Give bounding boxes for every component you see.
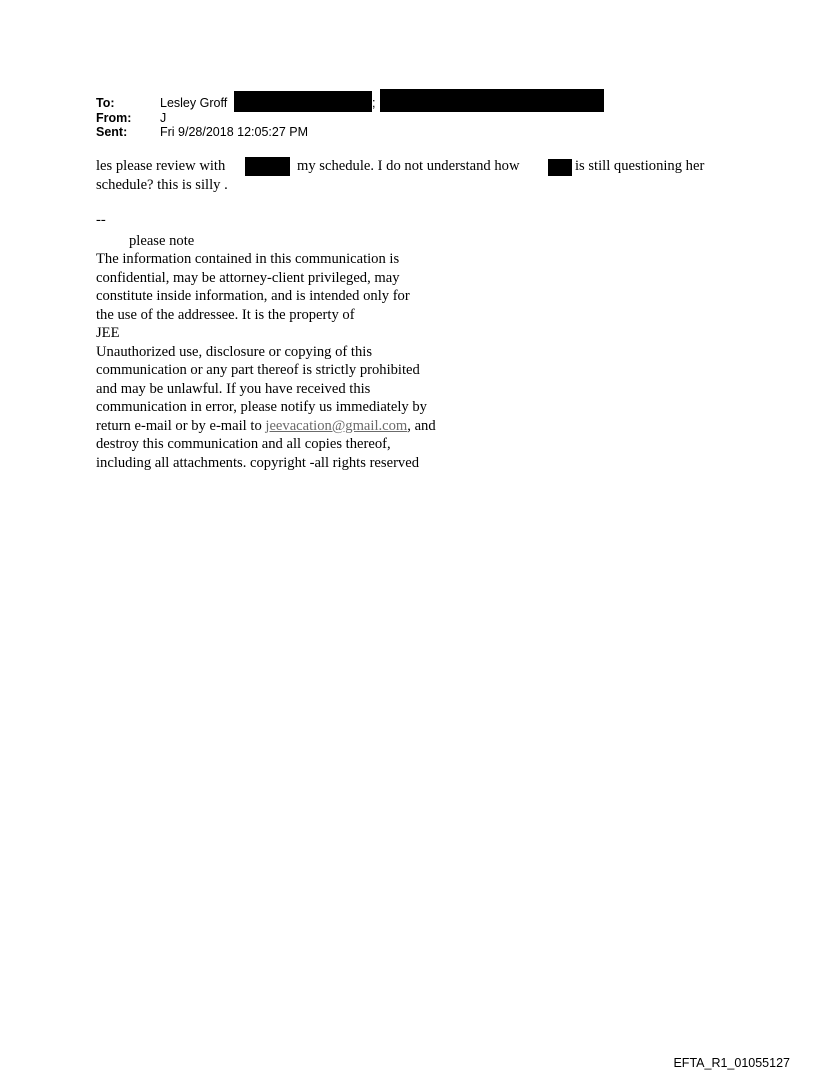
redaction-box [548,159,572,176]
document-id: EFTA_R1_01055127 [673,1056,790,1070]
return-line-suffix: , and [407,417,436,434]
disclaimer-line-9: communication in error, please notify us immediately by [96,399,427,415]
return-line-prefix: return e-mail or by e-mail to [96,417,266,434]
signature-dashes: -- [96,212,106,228]
disclaimer-line-7: communication or any part thereof is strictly prohibited [96,362,420,378]
to-value: Lesley Groff [160,96,228,110]
from-value: J [160,110,167,125]
email-link[interactable]: jeevacation@gmail.com [265,417,408,434]
sent-value: Fri 9/28/2018 12:05:27 PM [160,125,309,139]
disclaimer-line-1: The information contained in this communication is [96,251,400,267]
disclaimer-line-6: Unauthorized use, disclosure or copying of this [96,343,373,360]
redaction-box [245,157,290,176]
to-label: To: [96,96,115,110]
sent-label: Sent: [96,125,128,139]
disclaimer-line-8: and may be unlawful. If you have received this [96,380,371,397]
disclaimer-line-destroy: destroy this communication and all copies thereof, [96,436,391,452]
disclaimer-line-5: JEE [96,325,120,341]
message-line-1b: my schedule. I do not understand how [297,158,520,174]
redaction-box [380,89,604,112]
from-label: From: [96,110,132,125]
redaction-box [234,91,372,112]
message-line-2: schedule? this is silly . [96,177,228,193]
to-separator: ; [372,96,376,110]
message-line-1c: is still questioning her [575,158,705,174]
disclaimer-line-return [96,418,436,435]
disclaimer-line-3: constitute inside information, and is intended only for [96,288,410,304]
please-note: please note [129,233,195,249]
disclaimer-line-final: including all attachments. copyright -all rights reserved [96,454,419,471]
disclaimer-line-4: the use of the addressee. It is the property of [96,306,355,323]
message-line-1a: les please review with [96,158,226,174]
disclaimer-line-2: confidential, may be attorney-client privileged, may [96,269,400,286]
